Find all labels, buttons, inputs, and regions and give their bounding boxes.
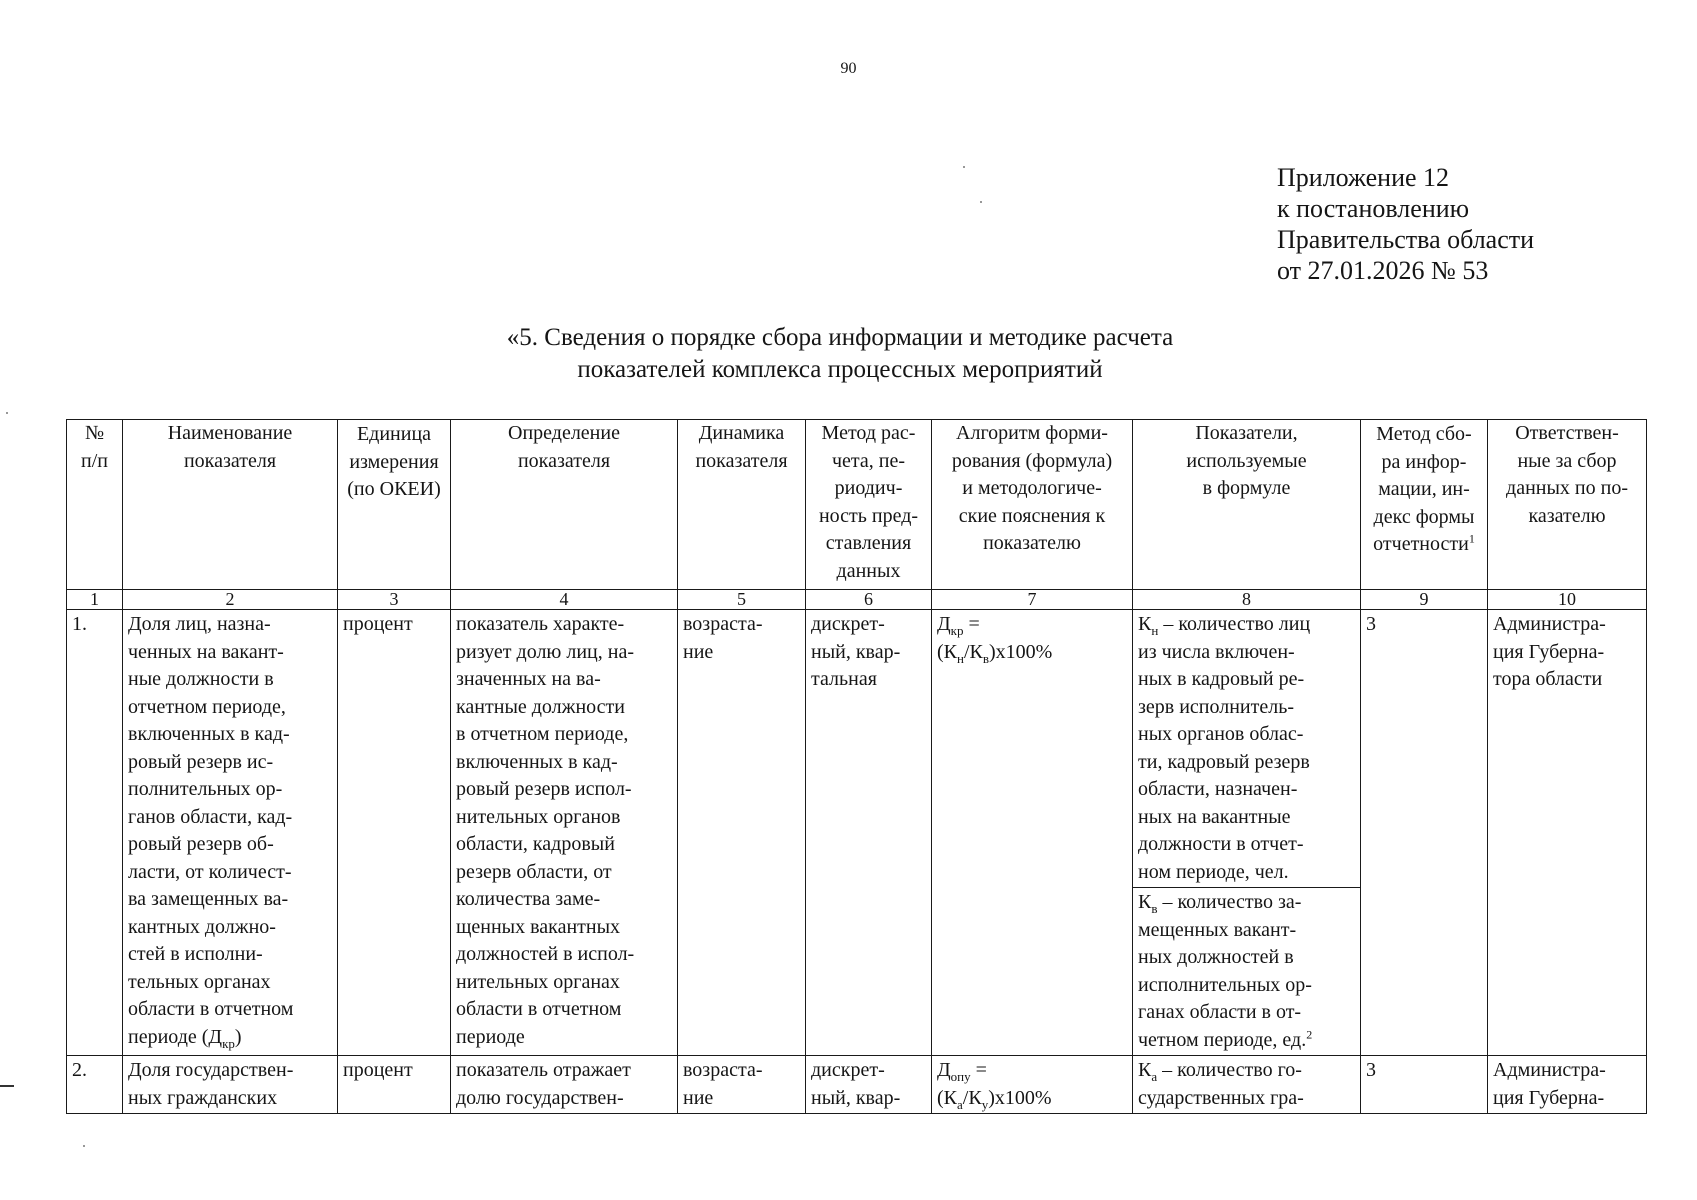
header-number: № п/п bbox=[67, 420, 123, 590]
column-number: 7 bbox=[932, 590, 1133, 610]
row-1-responsible: Администра- ция Губерна- тора области bbox=[1488, 610, 1647, 1056]
table-header-row bbox=[67, 420, 1647, 590]
column-number: 5 bbox=[678, 590, 806, 610]
column-number: 3 bbox=[338, 590, 451, 610]
scan-speck bbox=[980, 201, 982, 203]
appendix-line-2: к постановлению bbox=[1277, 194, 1470, 223]
header-collection-method: Метод сбо- ра инфор- мации, ин- декс формы отчетности$^1$ bbox=[1361, 420, 1488, 590]
row-2-dynamics: возраста- ние bbox=[678, 1056, 806, 1114]
row-2-calc-method: дискрет- ный, квар- bbox=[806, 1056, 932, 1114]
row-1-indicator-kn: $К_н$ – количество лиц из числа включен- ных в кадровый ре- зерв исполнитель- ных органов облас- ти, кадровый резерв области, назначен- ных на вакантные должности в отчет- ном периоде, чел. bbox=[1133, 610, 1361, 888]
row-2-formula: $Д_{опу}$ = $(К_а/К_у)x100\%$ bbox=[932, 1056, 1133, 1114]
column-number: 6 bbox=[806, 590, 932, 610]
column-number: 8 bbox=[1133, 590, 1361, 610]
title-line-2: показателей комплекса процессных мероприятий bbox=[577, 356, 1103, 383]
row-1-indicator-name: Доля лиц, назна- ченных на вакант- ные должности в отчетном периоде, включенных в кад- ровый резерв ис- полнительных ор- ганов области, кад- ровый резерв об- ласти, от количест- ва замещенных ва- кантных должно- стей в исполни- тельных органах области в отчетном периоде $(Д_{кр})$ bbox=[123, 610, 338, 1056]
appendix-line-3: Правительства области bbox=[1277, 225, 1535, 254]
column-number-row bbox=[67, 590, 1647, 610]
scan-edge-mark bbox=[0, 1085, 14, 1087]
footnote-1-marker: 1 bbox=[1468, 531, 1475, 546]
column-number: 4 bbox=[451, 590, 678, 610]
header-algorithm: Алгоритм форми- рования (формула) и методологиче- ские пояснения к показателю bbox=[932, 420, 1133, 590]
row-2-indicator-ka: $К_а$ – количество го- сударственных гра- bbox=[1133, 1056, 1361, 1114]
appendix-line-4: от 27.01.2026 № 53 bbox=[1277, 256, 1489, 285]
header-definition: Определение показателя bbox=[451, 420, 678, 590]
table-row bbox=[67, 1056, 1647, 1114]
row-2-definition: показатель отражает долю государствен- bbox=[451, 1056, 678, 1114]
header-calc-method: Метод рас- чета, пе- риодич- ность пред- ставления данных bbox=[806, 420, 932, 590]
header-formula-indicators: Показатели, используемые в формуле bbox=[1133, 420, 1361, 590]
row-1-definition: показатель характе- ризует долю лиц, на- значенных на ва- кантные должности в отчетном периоде, включенных в кад- ровый резерв испол- нительных органов области, кадровый резерв области, от количества заме- щенных вакантных должностей в испол- нительных органах области в отчетном периоде bbox=[451, 610, 678, 1056]
header-dynamics: Динамика показателя bbox=[678, 420, 806, 590]
row-2-collection-method: 3 bbox=[1361, 1056, 1488, 1114]
scan-speck bbox=[963, 166, 965, 168]
table-row bbox=[67, 610, 1647, 888]
column-number: 9 bbox=[1361, 590, 1488, 610]
row-2-indicator-name: Доля государствен- ных гражданских bbox=[123, 1056, 338, 1114]
indicators-table bbox=[66, 419, 1647, 1114]
column-number: 2 bbox=[123, 590, 338, 610]
row-2-responsible: Администра- ция Губерна- bbox=[1488, 1056, 1647, 1114]
row-1-collection-method: 3 bbox=[1361, 610, 1488, 1056]
column-number: 1 bbox=[67, 590, 123, 610]
header-indicator-name: Наименование показателя bbox=[123, 420, 338, 590]
page-number: 90 bbox=[840, 60, 857, 77]
scan-speck bbox=[83, 1145, 85, 1147]
document-title bbox=[340, 322, 1340, 386]
row-1-number: 1. bbox=[67, 610, 123, 1056]
appendix-header bbox=[1277, 162, 1534, 286]
row-1-unit: процент bbox=[338, 610, 451, 1056]
row-1-calc-method: дискрет- ный, квар- тальная bbox=[806, 610, 932, 1056]
appendix-line-1: Приложение 12 bbox=[1277, 163, 1450, 192]
header-responsible: Ответствен- ные за сбор данных по по- казателю bbox=[1488, 420, 1647, 590]
row-1-formula: $Д_{кр}$ = $(К_н/К_в)x100\%$ bbox=[932, 610, 1133, 1056]
row-1-dynamics: возраста- ние bbox=[678, 610, 806, 1056]
scan-speck bbox=[6, 412, 8, 414]
column-number: 10 bbox=[1488, 590, 1647, 610]
row-2-number: 2. bbox=[67, 1056, 123, 1114]
row-1-indicator-kv: $К_в$ – количество за- мещенных вакант- ных должностей в исполнительных ор- ганах области в от- четном периоде, ед.$^2$ bbox=[1133, 888, 1361, 1056]
title-line-1: «5. Сведения о порядке сбора информации и методике расчета bbox=[506, 324, 1174, 351]
header-unit: Единица измерения (по ОКЕИ) bbox=[338, 420, 451, 590]
footnote-2-marker: 2 bbox=[1306, 1026, 1313, 1041]
row-2-unit: процент bbox=[338, 1056, 451, 1114]
